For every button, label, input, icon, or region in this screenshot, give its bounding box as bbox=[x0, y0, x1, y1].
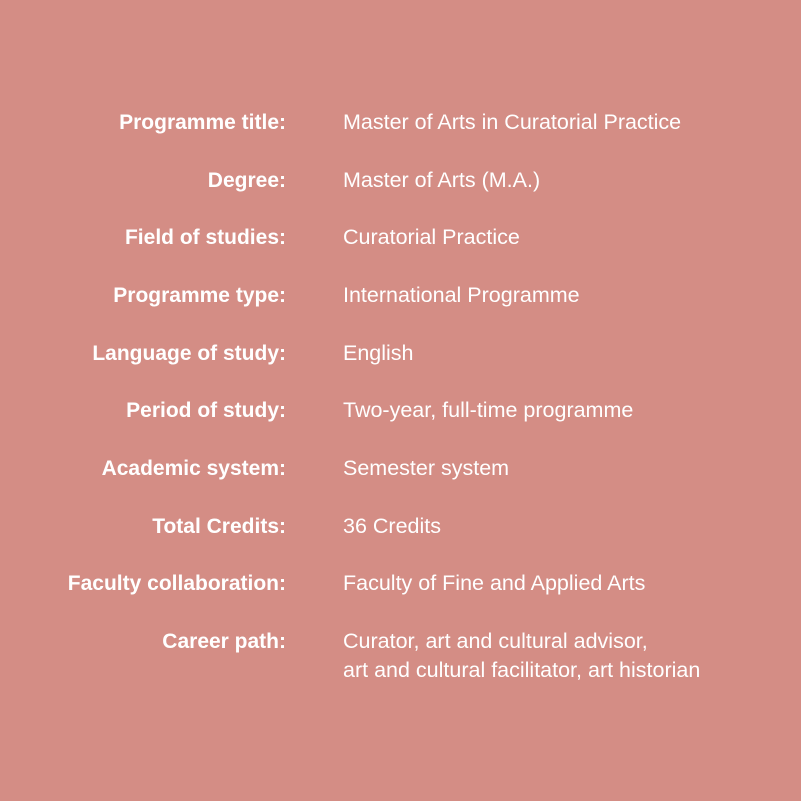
faculty-collaboration-value: Faculty of Fine and Applied Arts bbox=[343, 571, 646, 595]
total-credits-value: 36 Credits bbox=[343, 514, 441, 538]
programme-title-value: Master of Arts in Curatorial Practice bbox=[343, 110, 682, 134]
programme-type-value: International Programme bbox=[343, 283, 580, 307]
degree-value: Master of Arts (M.A.) bbox=[343, 168, 541, 192]
field-of-studies-value: Curatorial Practice bbox=[343, 225, 520, 249]
academic-system-value: Semester system bbox=[343, 456, 510, 480]
row-career-path bbox=[0, 627, 801, 687]
row-field-of-studies bbox=[0, 223, 801, 281]
row-programme-type bbox=[0, 281, 801, 339]
total-credits-label: Total Credits: bbox=[152, 515, 286, 538]
programme-type-label: Programme type: bbox=[113, 284, 286, 307]
language-of-study-value: English bbox=[343, 341, 414, 365]
field-of-studies-label: Field of studies: bbox=[124, 226, 286, 249]
programme-title-label: Programme title: bbox=[119, 111, 286, 134]
row-degree bbox=[0, 166, 801, 223]
academic-system-label: Academic system: bbox=[101, 457, 286, 480]
language-of-study-label: Language of study: bbox=[92, 342, 286, 365]
row-total-credits bbox=[0, 512, 801, 569]
row-programme-title bbox=[0, 108, 801, 166]
career-path-value-line-2: art and cultural facilitator, art historian bbox=[343, 658, 701, 682]
period-of-study-value: Two-year, full-time programme bbox=[343, 398, 634, 422]
programme-info-list bbox=[0, 108, 801, 687]
row-period-of-study bbox=[0, 396, 801, 454]
career-path-value bbox=[343, 627, 700, 685]
period-of-study-label: Period of study: bbox=[126, 399, 286, 422]
career-path-value-line-1: Curator, art and cultural advisor, bbox=[343, 629, 648, 653]
row-language-of-study bbox=[0, 339, 801, 396]
row-faculty-collaboration bbox=[0, 569, 801, 627]
degree-label: Degree: bbox=[207, 169, 286, 192]
row-academic-system bbox=[0, 454, 801, 512]
career-path-label: Career path: bbox=[162, 630, 286, 653]
faculty-collaboration-label: Faculty collaboration: bbox=[67, 572, 286, 595]
